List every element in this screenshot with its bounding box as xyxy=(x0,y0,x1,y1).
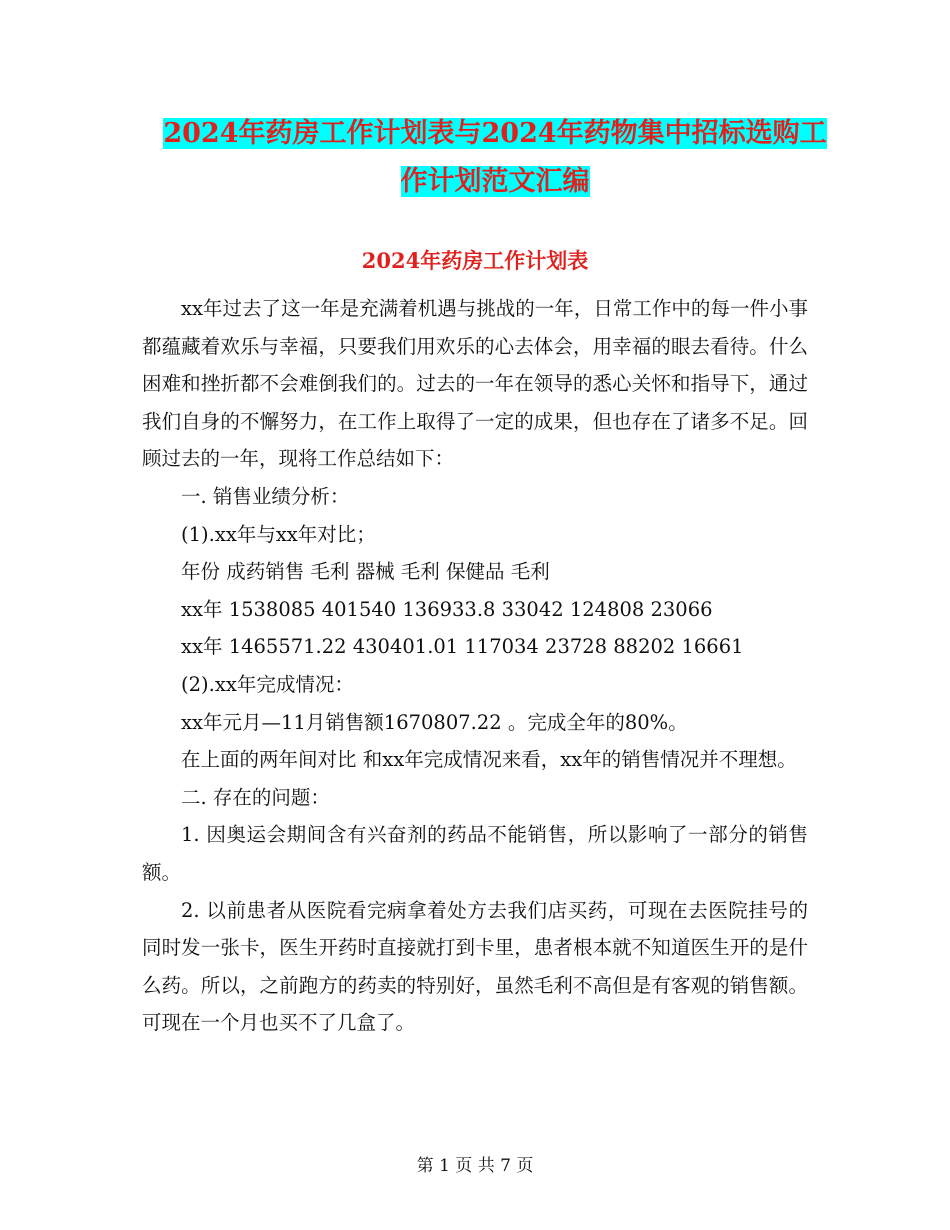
heading-problems: 二. 存在的问题： xyxy=(181,785,330,809)
document-body xyxy=(142,290,808,1042)
subheading-comparison: (1).xx年与xx年对比； xyxy=(181,522,376,546)
paragraph-problem-1: 1. 因奥运会期间含有兴奋剂的药品不能销售，所以影响了一部分的销售额。 xyxy=(142,823,808,884)
document-title xyxy=(150,110,840,206)
page-footer: 第 1 页 共 7 页 xyxy=(416,1156,534,1176)
table-header-row: 年份 成药销售 毛利 器械 毛利 保健品 毛利 xyxy=(181,560,550,584)
title-line-2: 作计划范文汇编 xyxy=(400,166,590,197)
table-row: xx年 1538085 401540 136933.8 33042 124808 23066 xyxy=(181,597,713,621)
paragraph-comparison-summary: 在上面的两年间对比 和xx年完成情况来看，xx年的销售情况并不理想。 xyxy=(181,748,797,772)
subheading-completion: (2).xx年完成情况： xyxy=(181,672,354,696)
paragraph-intro: xx年过去了这一年是充满着机遇与挑战的一年，日常工作中的每一件小事都蕴藏着欢乐与幸福，只要我们用欢乐的心去体会，用幸福的眼去看待。什么困难和挫折都不会难倒我们的。过去的一年在领导的悉心关怀和指导下，通过我们自身的不懈努力，在工作上取得了一定的成果，但也存在了诸多不足。回顾过去的一年，现将工作总结如下： xyxy=(142,297,808,471)
table-row: xx年 1465571.22 430401.01 117034 23728 88202 16661 xyxy=(181,635,744,659)
heading-sales-analysis: 一. 销售业绩分析： xyxy=(181,484,350,508)
paragraph-problem-2: 2. 以前患者从医院看完病拿着处方去我们店买药，可现在去医院挂号的同时发一张卡，医生开药时直接就打到卡里，患者根本就不知道医生开的是什么药。所以，之前跑方的药卖的特别好，虽然毛利不高但是有客观的销售额。可现在一个月也买不了几盒了。 xyxy=(142,898,808,1035)
section-title: 2024年药房工作计划表 xyxy=(361,248,589,273)
title-line-1: 2024年药房工作计划表与2024年药物集中招标选购工 xyxy=(163,118,827,149)
paragraph-completion: xx年元月—11月销售额1670807.22 。完成全年的80%。 xyxy=(181,710,688,734)
